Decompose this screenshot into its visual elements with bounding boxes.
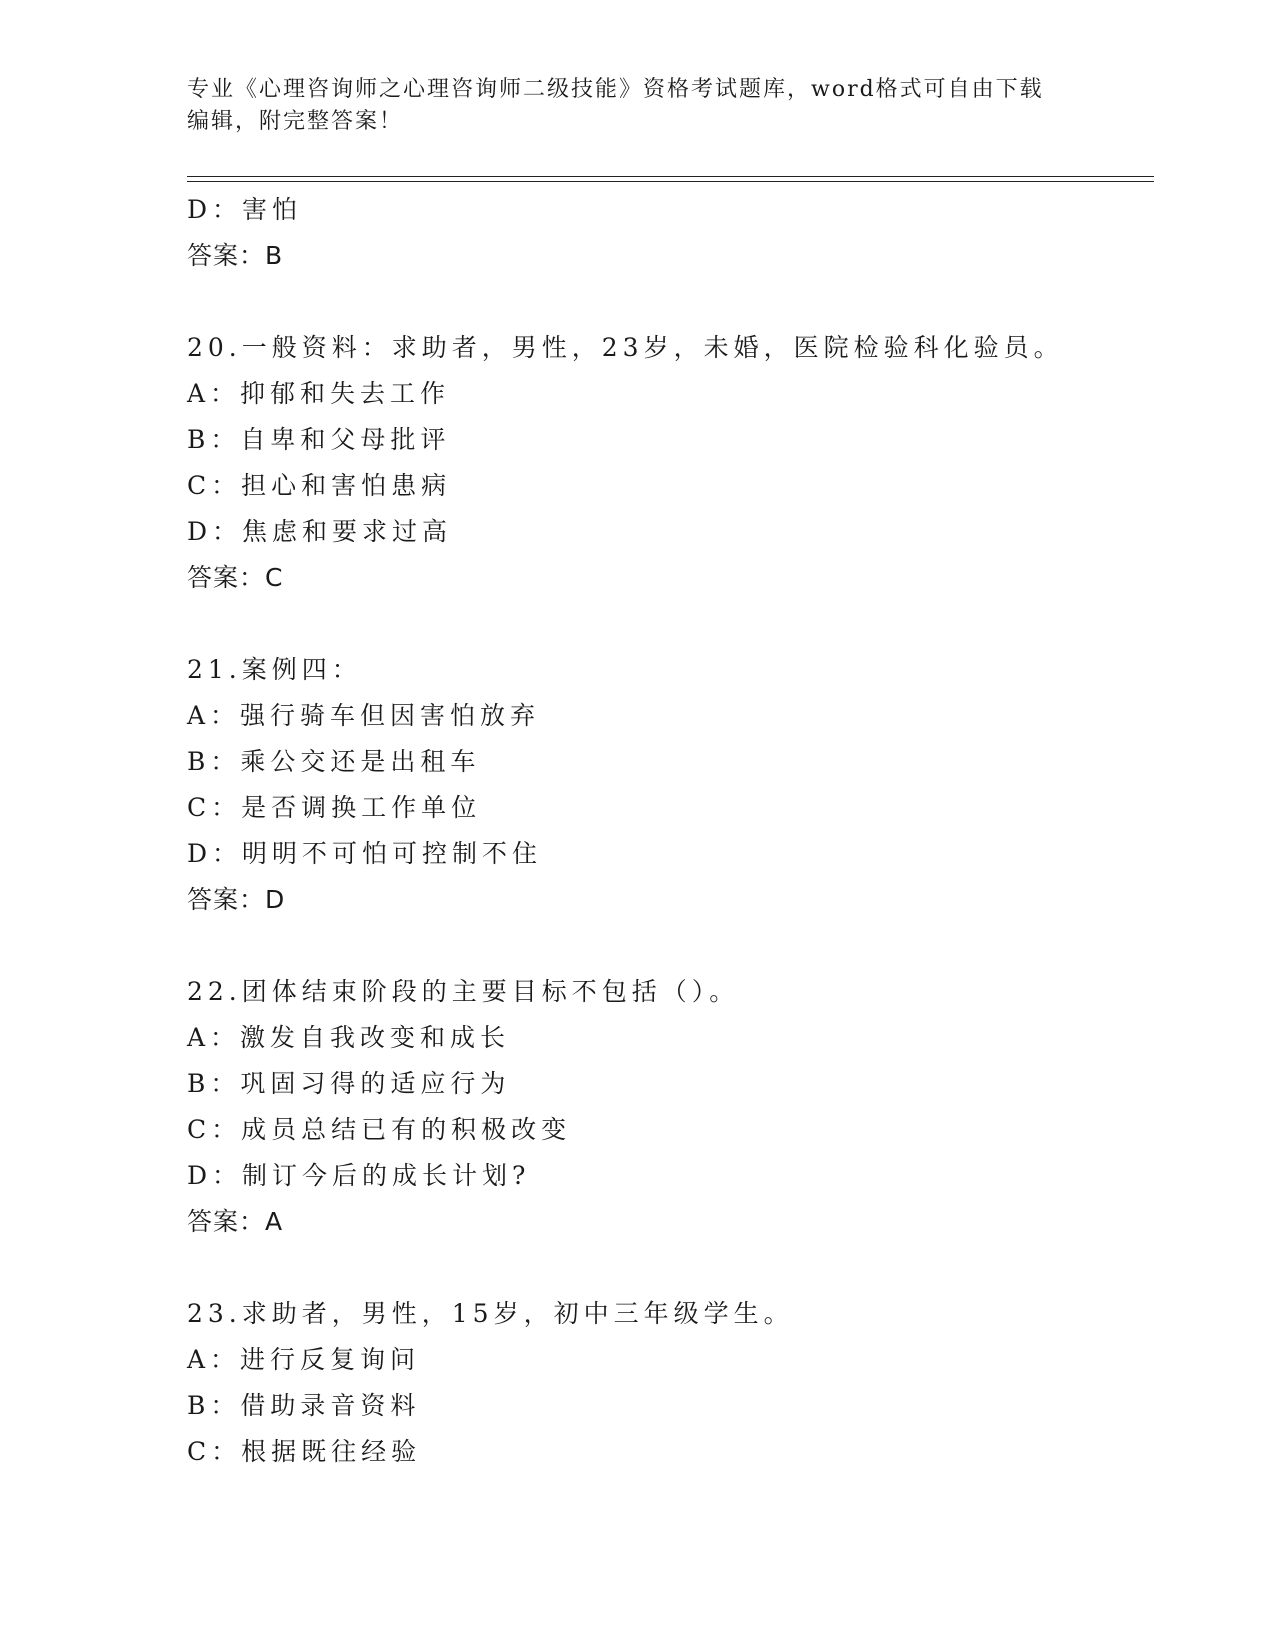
option-c: C：担心和害怕患病 [187,471,452,500]
option-a: A：抑郁和失去工作 [187,379,451,408]
header-line-2: 编辑，附完整答案！ [187,109,404,134]
question-list [187,187,1147,1475]
question-title: 22.团体结束阶段的主要目标不包括（）。 [187,977,740,1006]
option-b: B：乘公交还是出租车 [187,747,481,776]
option-d: D：制订今后的成长计划? [187,1161,531,1190]
header-divider-bottom [187,181,1154,182]
question-title: 21.案例四： [187,655,362,684]
option-a: A：进行反复询问 [187,1345,421,1374]
option-d: D：明明不可怕可控制不住 [187,839,543,868]
answer: 答案：C [187,563,284,592]
header-divider-top [187,176,1154,177]
question-22 [187,969,1147,1245]
option-a: A：强行骑车但因害怕放弃 [187,701,541,730]
question-title: 23.求助者，男性，15岁，初中三年级学生。 [187,1299,794,1328]
option-b: B：巩固习得的适应行为 [187,1069,511,1098]
document-header [187,74,1087,138]
answer: 答案：A [187,1207,284,1236]
partial-question-19 [187,187,1147,279]
question-23 [187,1291,1147,1475]
question-21 [187,647,1147,923]
question-20 [187,325,1147,601]
option-c: C：根据既往经验 [187,1437,422,1466]
option-a: A：激发自我改变和成长 [187,1023,511,1052]
answer: 答案：D [187,885,286,914]
option-c: C：是否调换工作单位 [187,793,482,822]
option-d: D：焦虑和要求过高 [187,517,453,546]
option-d: D：害怕 [187,195,303,224]
option-c: C：成员总结已有的积极改变 [187,1115,572,1144]
option-b: B：借助录音资料 [187,1391,421,1420]
option-b: B：自卑和父母批评 [187,425,451,454]
question-title: 20.一般资料：求助者，男性，23岁，未婚，医院检验科化验员。 [187,333,1064,362]
answer: 答案：B [187,241,284,270]
header-line-1: 专业《心理咨询师之心理咨询师二级技能》资格考试题库，word格式可自由下载 [187,77,1044,102]
